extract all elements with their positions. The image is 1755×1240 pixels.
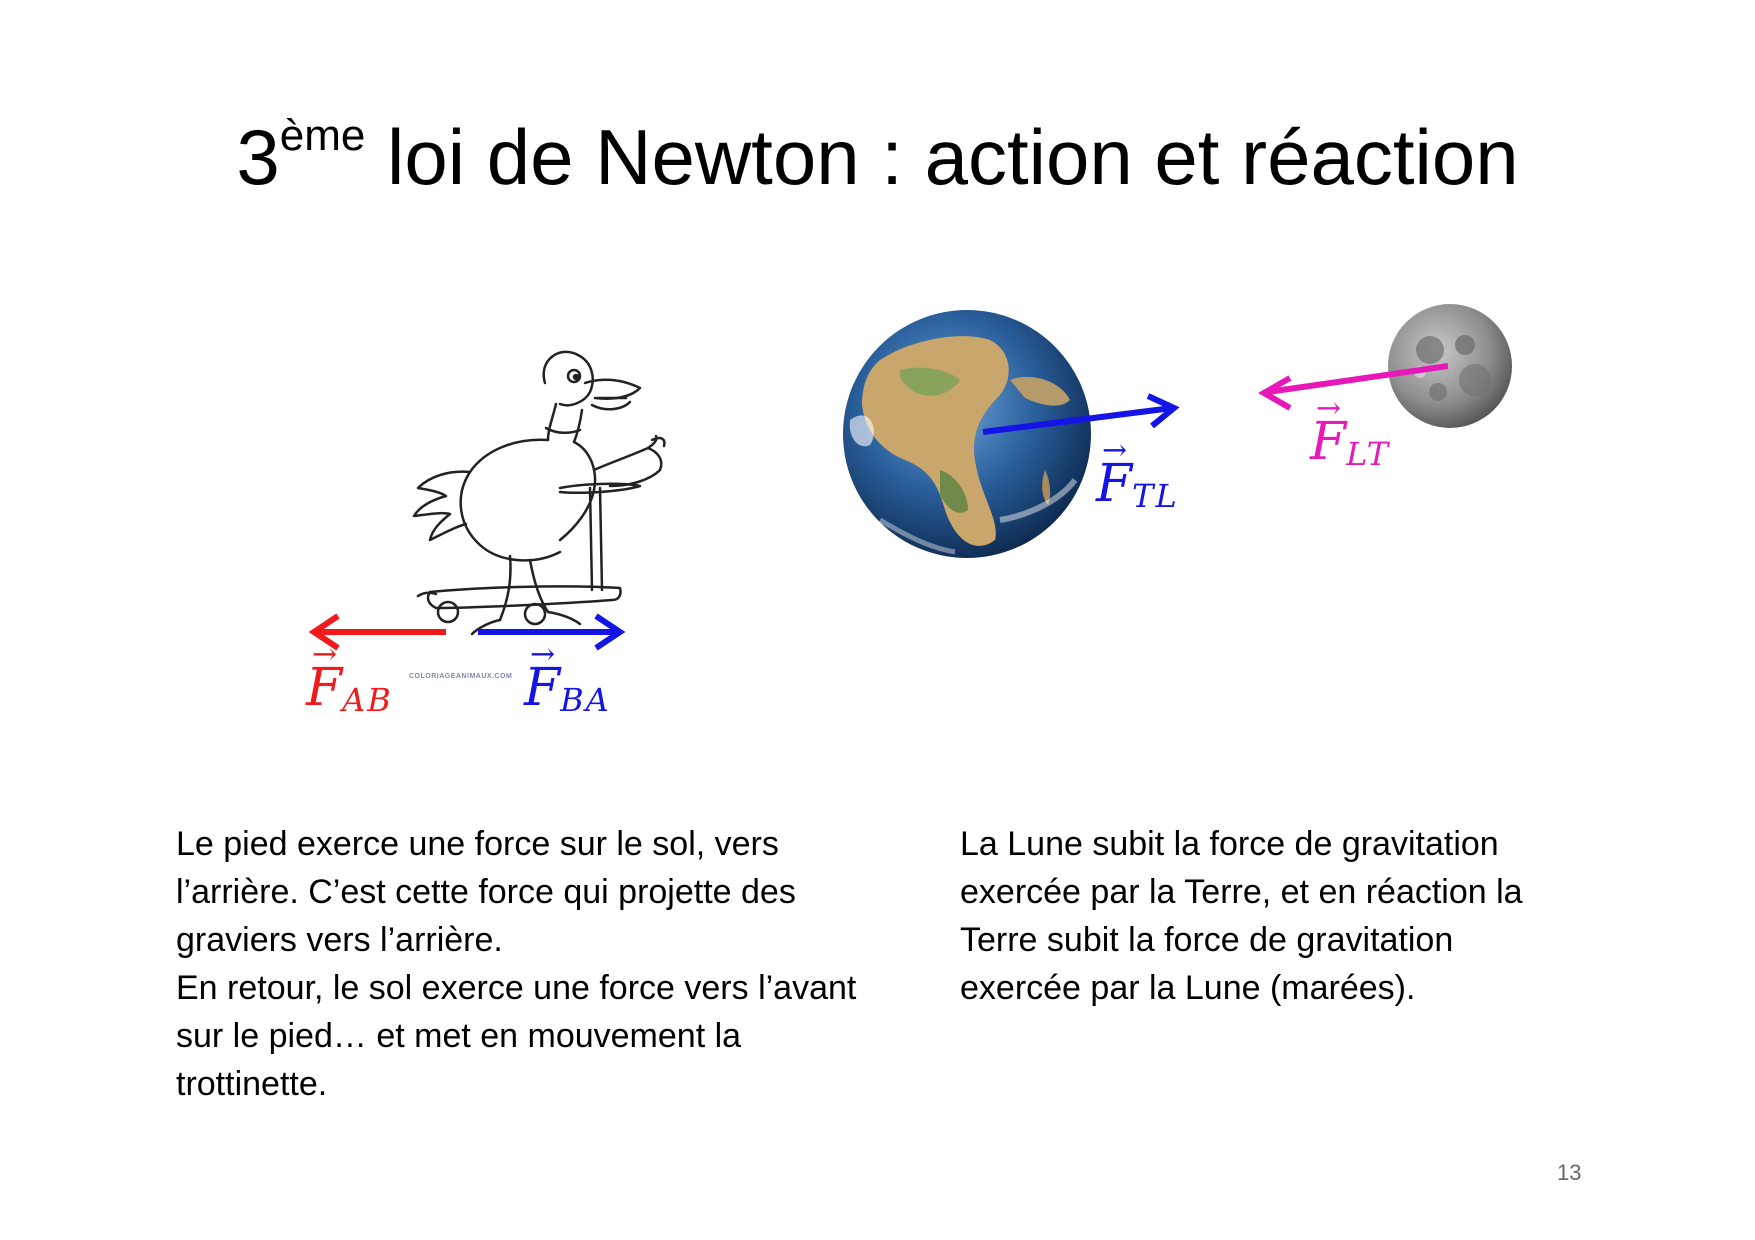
left-paragraph-2: En retour, le sol exerce une force vers l’avant sur le pied… et met en mouvement la trottinette. [176, 969, 857, 1103]
page-number: 13 [1557, 1160, 1582, 1185]
arrow-f-tl [983, 408, 1172, 432]
arrowhead-f-ba [596, 616, 620, 648]
arrow-f-lt [1268, 366, 1448, 392]
label-f-tl: → $F_{TL}$ [1096, 458, 1179, 510]
title-number: 3 [236, 113, 280, 201]
label-f-ab: → $F_{AB}$ [306, 662, 393, 714]
watermark-text: COLORIAGEANIMAUX.COM [409, 673, 513, 680]
earth-globe [843, 310, 1091, 558]
left-paragraph [176, 820, 896, 1108]
left-paragraph-1: Le pied exerce une force sur le sol, vers l’arrière. C’est cette force qui projette des graviers vers l’arrière. [176, 825, 796, 959]
right-paragraph [960, 820, 1580, 1012]
title-text: loi de Newton : action et réaction [365, 113, 1519, 201]
moon [1388, 304, 1512, 428]
label-f-lt: → $F_{LT}$ [1310, 416, 1390, 468]
slide-title [0, 111, 1755, 201]
right-paragraph-1: La Lune subit la force de gravitation exercée par la Terre, et en réaction la Terre subit la force de gravitation exercée par la Lune (marées). [960, 825, 1523, 1007]
duck-on-scooter-illustration [414, 352, 664, 634]
arrowhead-f-tl [1148, 396, 1174, 426]
arrowhead-f-lt [1264, 378, 1290, 408]
label-f-ba: → $F_{BA}$ [524, 662, 611, 714]
title-superscript: ème [279, 111, 366, 160]
